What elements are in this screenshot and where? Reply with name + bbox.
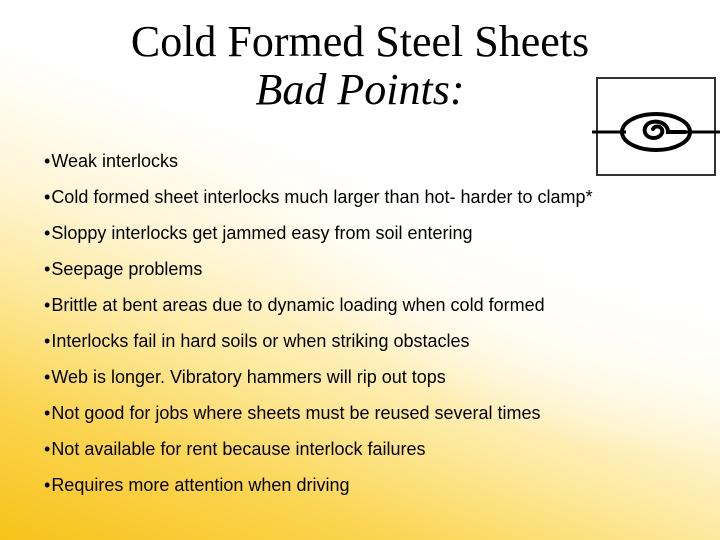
bullet-list [44,150,593,510]
bullet-item: • Sloppy interlocks get jammed easy from soil entering [44,222,593,258]
bullet-item: • Weak interlocks [44,150,593,186]
bullet-item: • Cold formed sheet interlocks much larger than hot- harder to clamp* [44,186,593,222]
interlock-cross-section-icon [592,76,720,178]
bullet-item: • Seepage problems [44,258,593,294]
bullet-item: • Brittle at bent areas due to dynamic loading when cold formed [44,294,593,330]
bullet-item: • Web is longer. Vibratory hammers will rip out tops [44,366,593,402]
bullet-item: • Interlocks fail in hard soils or when striking obstacles [44,330,593,366]
title-line-1: Cold Formed Steel Sheets [130,17,590,66]
bullet-item: • Requires more attention when driving [44,474,593,510]
bullet-item: • Not good for jobs where sheets must be reused several times [44,402,593,438]
title-line-2: Bad Points: [255,65,465,114]
bullet-item: • Not available for rent because interlock failures [44,438,593,474]
